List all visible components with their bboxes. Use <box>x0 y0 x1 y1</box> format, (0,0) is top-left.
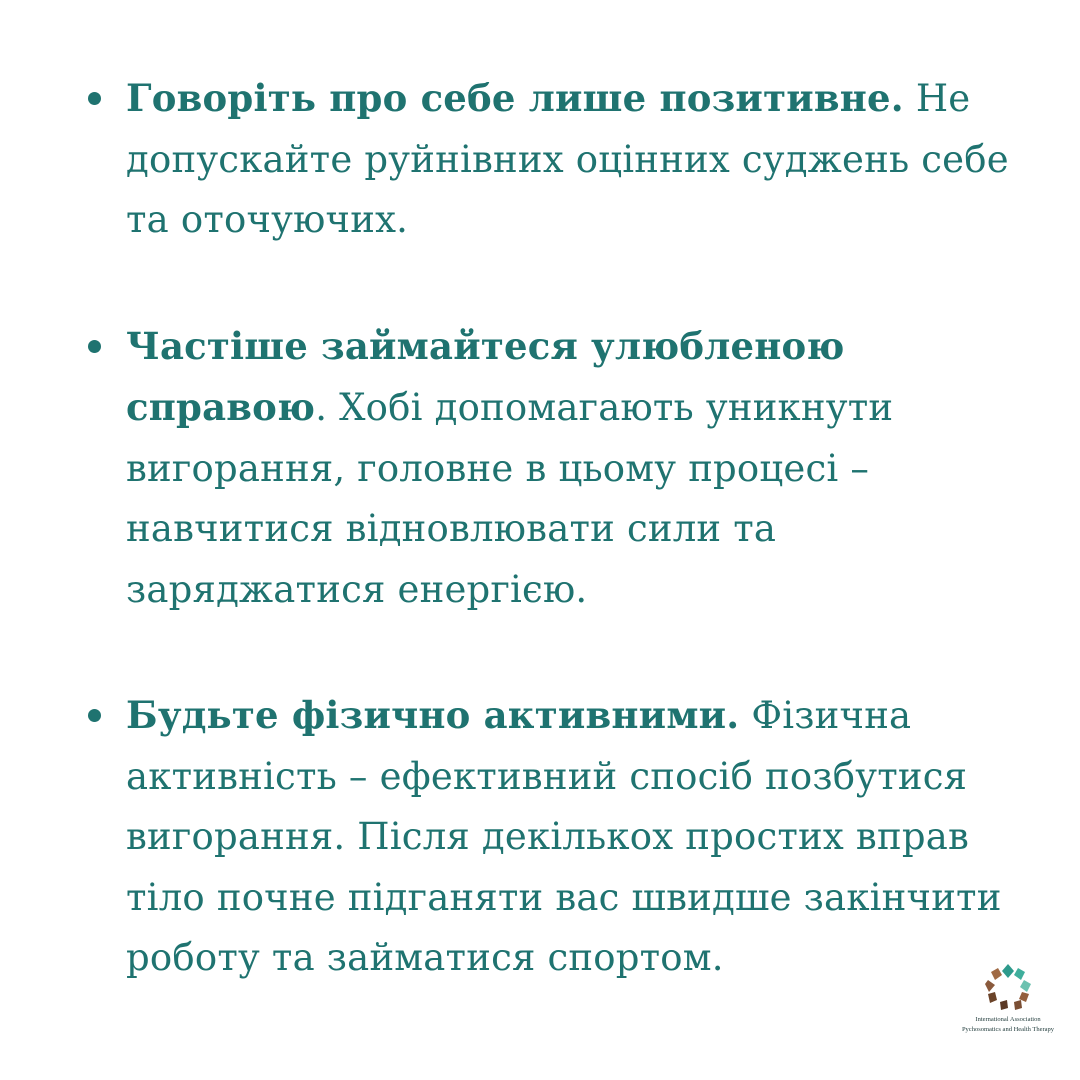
tip-item <box>88 316 1028 621</box>
tip-title: Частіше займайтеся улюбленою справою <box>126 323 845 429</box>
tip-text: . Хобі допомагають уникнути вигорання, головне в цьому процесі – навчитися відновлювати сили та заряджатися енергією. <box>126 386 894 611</box>
association-logo <box>938 962 1078 1034</box>
tip-item <box>88 68 1028 251</box>
tip-text: Фізична активність – ефективний спосіб позбутися вигорання. Після декількох простих вправ тіло почне підганяти вас швидше закінчити роботу та займатися спортом. <box>126 694 1002 979</box>
bullet-icon <box>88 709 101 722</box>
tip-title: Будьте фізично активними. <box>126 693 740 737</box>
tip-title: Говоріть про себе лише позитивне. <box>126 76 904 120</box>
bullet-icon <box>88 340 101 353</box>
tip-item <box>88 685 1028 989</box>
logo-text-line1: International Association <box>975 1016 1041 1023</box>
tips-list <box>88 68 1028 989</box>
logo-text-line2: Pychosomatics and Health Therapy <box>961 1026 1055 1033</box>
logo-flower-icon <box>976 962 1040 1014</box>
tip-text: Не допускайте руйнівних оцінних суджень себе та оточуючих. <box>126 77 1009 241</box>
bullet-icon <box>88 92 101 105</box>
